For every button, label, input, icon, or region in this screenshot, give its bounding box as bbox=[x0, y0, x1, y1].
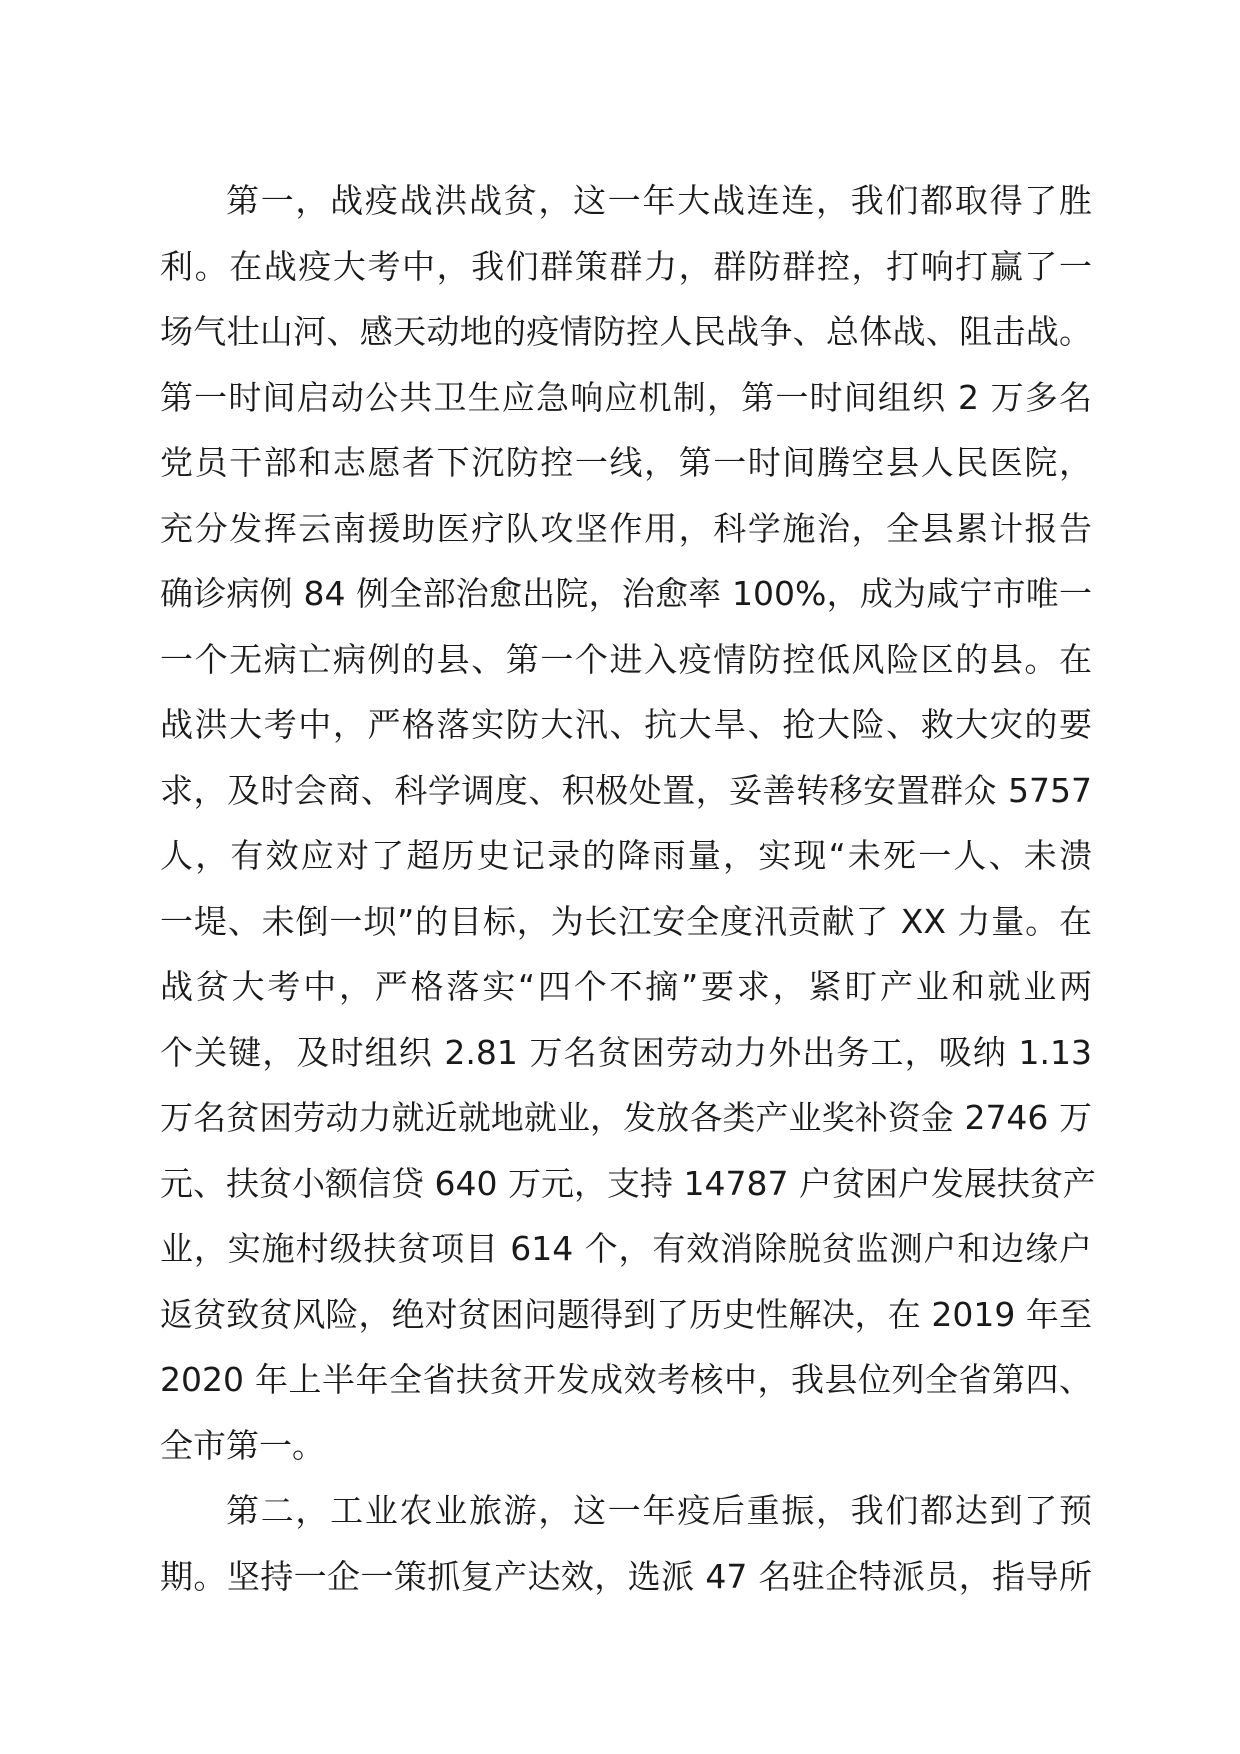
document-body bbox=[160, 168, 1096, 1609]
text-line: 战贫大考中，严格落实“四个不摘”要求，紧盯产业和就业两 bbox=[160, 967, 1092, 1006]
text-line: 党员干部和志愿者下沉防控一线，第一时间腾空县人民医院， bbox=[160, 443, 1092, 482]
text-line: 全市第一。 bbox=[160, 1425, 325, 1465]
text-line: 业，实施村级扶贫项目 614 个，有效消除脱贫监测户和边缘户 bbox=[160, 1229, 1092, 1268]
text-line: 战洪大考中，严格落实防大汛、抗大旱、抢大险、救大灾的要 bbox=[160, 705, 1092, 744]
paragraph-second bbox=[160, 1478, 1092, 1609]
text-line: 元、扶贫小额信贷 640 万元，支持 14787 户贫困户发展扶贫产 bbox=[160, 1163, 1096, 1203]
text-line: 人，有效应对了超历史记录的降雨量，实现“未死一人、未溃 bbox=[160, 836, 1092, 875]
text-line: 个关键，及时组织 2.81 万名贫困劳动力外出务工，吸纳 1.13 bbox=[160, 1032, 1092, 1072]
text-line: 期。坚持一企一策抓复产达效，选派 47 名驻企特派员，指导所 bbox=[160, 1556, 1092, 1596]
text-line: 场气壮山河、感天动地的疫情防控人民战争、总体战、阻击战。 bbox=[160, 312, 1092, 351]
paragraph-first bbox=[160, 168, 1096, 1478]
text-line: 充分发挥云南援助医疗队攻坚作用，科学施治，全县累计报告 bbox=[160, 508, 1092, 548]
text-line: 第一时间启动公共卫生应急响应机制，第一时间组织 2 万多名 bbox=[160, 377, 1092, 417]
text-line: 万名贫困劳动力就近就地就业，发放各类产业奖补资金 2746 万 bbox=[160, 1098, 1092, 1137]
text-line: 确诊病例 84 例全部治愈出院，治愈率 100%，成为咸宁市唯一 bbox=[160, 574, 1092, 613]
text-line: 第一，战疫战洪战贫，这一年大战连连，我们都取得了胜 bbox=[226, 181, 1092, 220]
text-line: 求，及时会商、科学调度、积极处置，妥善转移安置群众 5757 bbox=[160, 770, 1092, 810]
text-line: 利。在战疫大考中，我们群策群力，群防群控，打响打赢了一 bbox=[160, 246, 1092, 286]
text-line: 一个无病亡病例的县、第一个进入疫情防控低风险区的县。在 bbox=[160, 639, 1092, 679]
text-line: 一堤、未倒一坝”的目标，为长江安全度汛贡献了 XX 力量。在 bbox=[160, 901, 1092, 941]
text-line: 返贫致贫风险，绝对贫困问题得到了历史性解决，在 2019 年至 bbox=[160, 1294, 1092, 1334]
text-line: 第二，工业农业旅游，这一年疫后重振，我们都达到了预 bbox=[226, 1491, 1092, 1530]
text-line: 2020 年上半年全省扶贫开发成效考核中，我县位列全省第四、 bbox=[160, 1360, 1092, 1399]
